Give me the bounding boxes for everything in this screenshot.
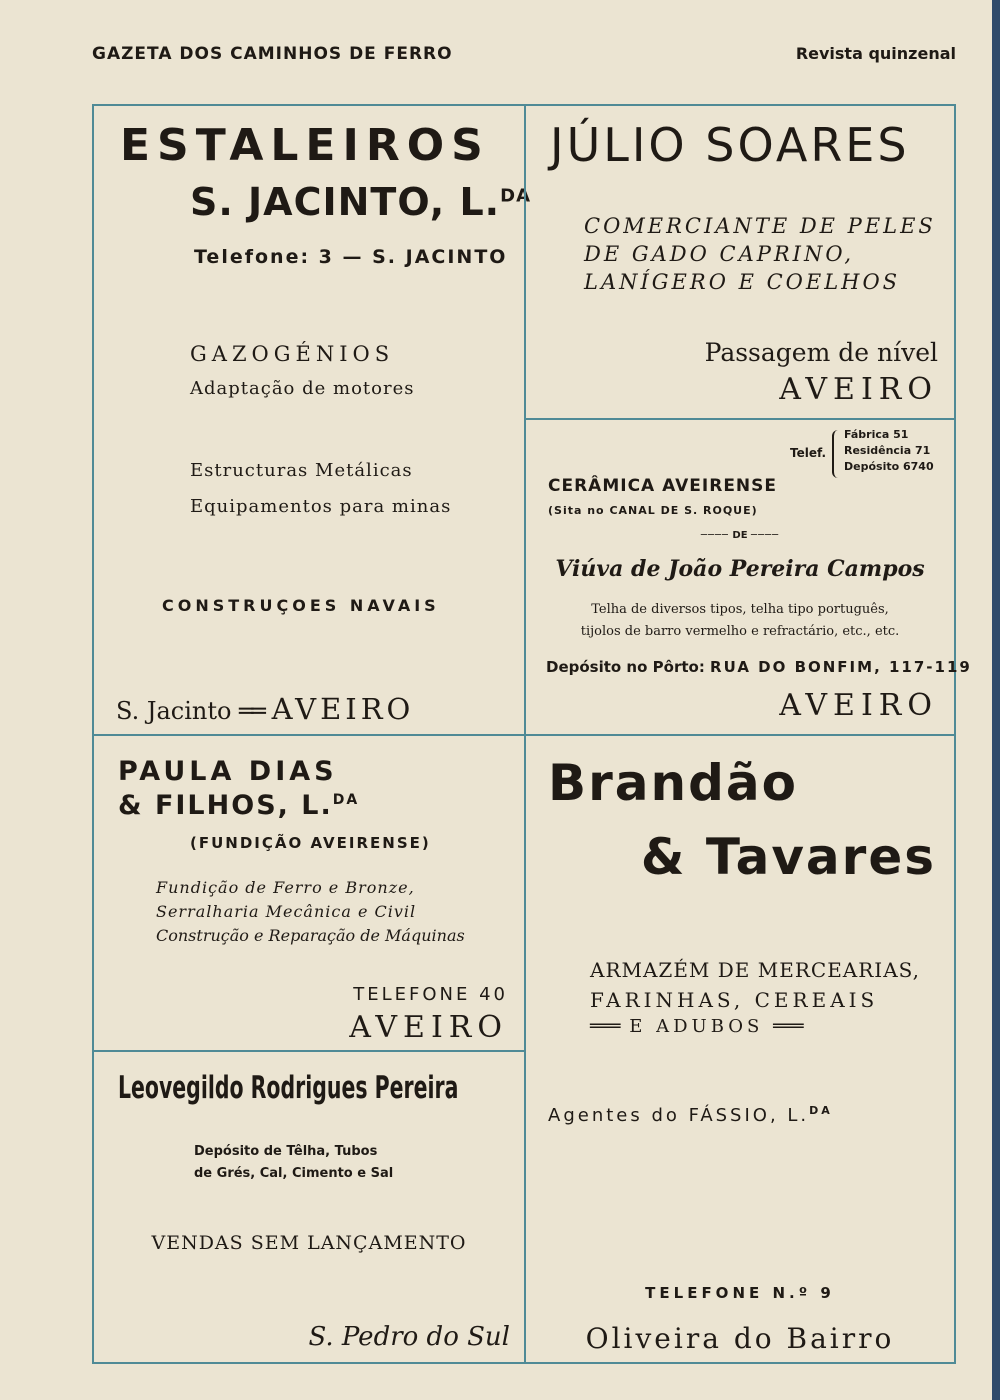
service-title: GAZOGÉNIOS <box>190 342 395 366</box>
desc-line3-text: E ADUBOS <box>629 1016 764 1037</box>
service-subtitle: Adaptação de motores <box>190 378 415 399</box>
ad-name-line2-text: S. JACINTO, L. <box>190 180 501 224</box>
ad-leovegildo-rodrigues-pereira <box>92 1050 526 1364</box>
ad-name-superscript: DA <box>332 792 360 808</box>
double-rule: ══ <box>239 697 264 725</box>
ad-name-line2 <box>190 180 531 224</box>
ad-name-line1: ESTALEIROS <box>120 120 490 171</box>
location-note: (Sita no CANAL DE S. ROQUE) <box>548 504 758 517</box>
ad-city: Oliveira do Bairro <box>585 1322 895 1355</box>
page-edge-binding <box>992 0 1000 1400</box>
publication-title: GAZETA DOS CAMINHOS DE FERRO <box>92 44 453 64</box>
ad-name-wrap <box>118 1070 518 1110</box>
ad-city: AVEIRO <box>349 1010 508 1045</box>
ad-phone: Telefone: 3 — S. JACINTO <box>194 246 508 268</box>
ad-name: CERÂMICA AVEIRENSE <box>548 476 778 496</box>
ad-name-line2-text: & FILHOS, L. <box>118 790 333 821</box>
ad-name: JÚLIO SOARES <box>550 118 910 172</box>
desc-line: FARINHAS, CEREAIS <box>590 988 879 1012</box>
deposit-line <box>546 658 972 676</box>
de-separator: ──── DE ──── <box>700 530 780 541</box>
products-line: tijolos de barro vermelho e refractário, etc., etc. <box>580 624 900 639</box>
ad-city: S. Pedro do Sul <box>308 1322 510 1352</box>
ad-name-superscript: DA <box>500 185 531 207</box>
ad-julio-soares <box>524 104 956 420</box>
ad-name-line2 <box>118 790 359 821</box>
desc-line: LANÍGERO E COELHOS <box>584 270 901 294</box>
ad-phone: TELEFONE 40 <box>353 984 508 1005</box>
desc-line: Serralharia Mecânica e Civil <box>156 902 417 921</box>
ad-brandao-tavares <box>524 734 956 1364</box>
de-text: DE <box>732 530 748 541</box>
ad-name-line2: & Tavares <box>640 828 936 886</box>
service-naval: CONSTRUÇOES NAVAIS <box>162 596 440 615</box>
phone-deposit: Depósito 6740 <box>844 460 934 473</box>
agents-text: Agentes do FÁSSIO, L. <box>548 1105 810 1126</box>
location-city: AVEIRO <box>271 692 415 726</box>
agents-superscript: DA <box>809 1104 833 1117</box>
ad-estaleiros-s-jacinto <box>92 104 531 736</box>
ad-address: Passagem de nível <box>704 338 938 367</box>
desc-line: de Grés, Cal, Cimento e Sal <box>194 1166 394 1181</box>
desc-line: Construção e Reparação de Máquinas <box>156 926 465 945</box>
service-line: Equipamentos para minas <box>190 496 452 517</box>
products-line: Telha de diversos tipos, telha tipo português, <box>591 602 889 617</box>
phone-factory: Fábrica 51 <box>844 428 909 441</box>
telef-label: Telef. <box>790 446 827 460</box>
ad-city: AVEIRO <box>779 688 938 723</box>
desc-line: Depósito de Têlha, Tubos <box>194 1144 378 1159</box>
ad-name: Leovegildo Rodrigues Pereira <box>118 1070 459 1106</box>
brace-decoration <box>832 430 844 478</box>
publication-frequency: Revista quinzenal <box>795 44 956 63</box>
ad-subtitle: (FUNDIÇÃO AVEIRENSE) <box>190 834 431 852</box>
location-place: S. Jacinto <box>116 697 232 725</box>
desc-line: Fundição de Ferro e Bronze, <box>156 878 415 897</box>
ad-phone: TELEFONE N.º 9 <box>645 1284 835 1302</box>
service-line: Estructuras Metálicas <box>190 460 413 481</box>
ad-paula-dias <box>92 734 526 1052</box>
page-header <box>0 0 1000 80</box>
ad-location <box>116 692 414 726</box>
deposit-address: RUA DO BONFIM, 117-119 <box>710 658 972 676</box>
ad-ceramica-aveirense <box>524 418 972 736</box>
deposit-label: Depósito no Pôrto: <box>546 658 705 676</box>
desc-line: ═══ E ADUBOS ═══ <box>590 1016 803 1037</box>
desc-line: COMERCIANTE DE PELES <box>584 214 936 238</box>
desc-line: ARMAZÉM DE MERCEARIAS, <box>590 958 920 982</box>
agents-line <box>548 1104 833 1126</box>
desc-line: DE GADO CAPRINO, <box>584 242 855 266</box>
ad-name-line1: PAULA DIAS <box>118 756 338 787</box>
ad-city: AVEIRO <box>779 372 938 407</box>
ad-name-line1: Brandão <box>548 754 798 812</box>
sales-note: VENDAS SEM LANÇAMENTO <box>151 1232 467 1254</box>
phone-residence: Residência 71 <box>844 444 931 457</box>
owner-name: Viúva de João Pereira Campos <box>555 556 925 582</box>
